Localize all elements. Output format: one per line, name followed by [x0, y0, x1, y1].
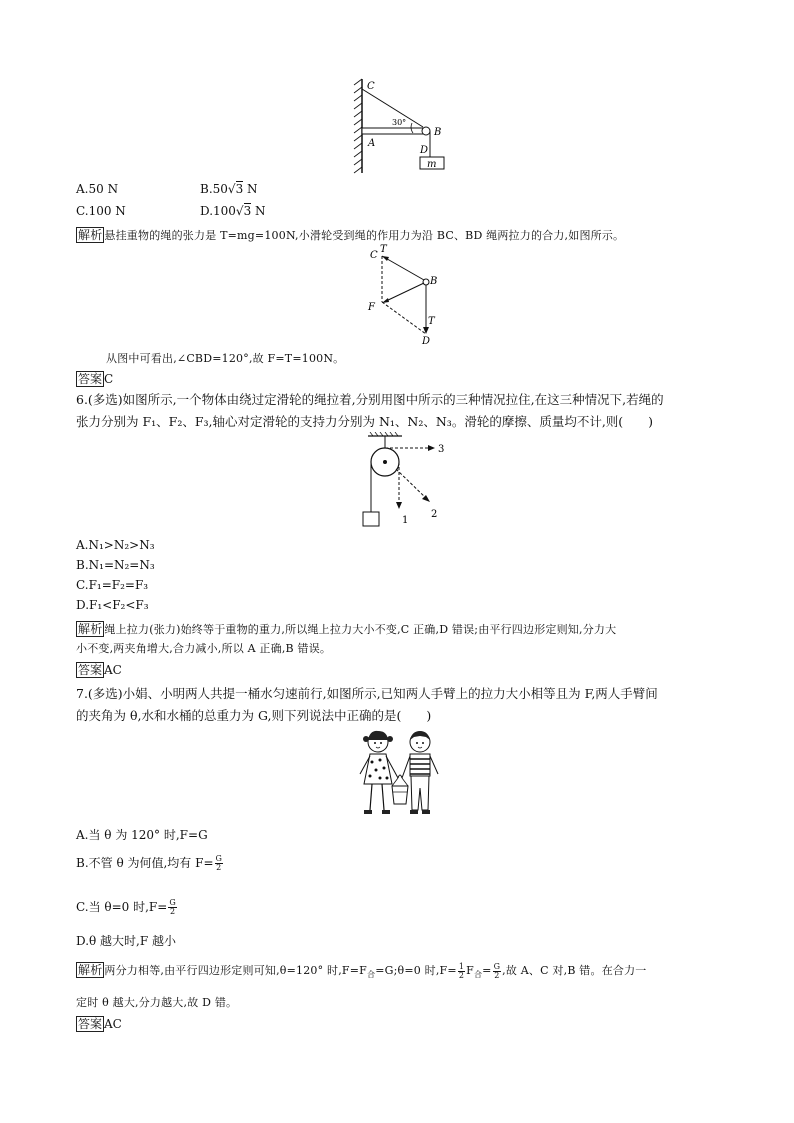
q7-answer-value: AC — [104, 1017, 122, 1031]
q6-option-c: C.F₁=F₂=F₃ — [76, 578, 149, 592]
frac-numerator: 1 — [458, 961, 465, 971]
q6-answer — [76, 661, 122, 678]
frac-numerator: G — [215, 854, 222, 863]
q6-analysis-line2: 小不变,两夹角增大,合力减小,所以 A 正确,B 错误。 — [76, 642, 332, 655]
q7-analysis — [76, 961, 647, 980]
q7-option-b-text: B.不管 θ 为何值,均有 F= — [76, 856, 214, 870]
frac-numerator: G — [169, 898, 176, 907]
q6-line1: 6.(多选)如图所示,一个物体由绕过定滑轮的绳拉着,分别用图中所示的三种情况拉住,在这三种情况下,若绳的 — [76, 392, 664, 407]
q7-option-d: D.θ 越大时,F 越小 — [76, 934, 177, 948]
q5-option-b-unit: N — [247, 182, 258, 196]
figure-children-carrying-bucket — [350, 728, 450, 820]
q6-option-b: B.N₁=N₂=N₃ — [76, 558, 155, 572]
frac-denominator: 2 — [458, 970, 465, 980]
q6-analysis-line1: 绳上拉力(张力)始终等于重物的重力,所以绳上拉力大小不变,C 正确,D 错误;由平行四边形定则知,分力大 — [104, 623, 617, 636]
q7-analysis-p5: ,故 A、C 对,B 错。在合力一 — [502, 964, 647, 977]
frac-denominator: 2 — [494, 970, 500, 980]
sqrt-sign: √ — [235, 204, 244, 218]
fig2-label-b: B — [430, 276, 438, 287]
fraction-g-over-2 — [493, 963, 502, 980]
fig3-label-2: 2 — [431, 509, 438, 520]
q7-analysis-p2: =G;θ=0 时,F= — [375, 964, 457, 977]
subscript-he: 合 — [367, 970, 376, 980]
q5-analysis-text: 悬挂重物的绳的张力是 T=mg=100N,小滑轮受到绳的作用力为沿 BC、BD 绳两拉力的合力,如图所示。 — [104, 229, 625, 242]
q5-option-b-rad: 3 — [235, 182, 244, 196]
fraction-g-over-2 — [168, 899, 176, 916]
q7-line2: 的夹角为 θ,水和水桶的总重力为 G,则下列说法中正确的是( ) — [76, 708, 432, 723]
fig3-label-3: 3 — [438, 444, 445, 455]
fraction-g-over-2 — [215, 855, 223, 872]
q6-line2: 张力分别为 F₁、F₂、F₃,轴心对定滑轮的支持力分别为 N₁、N₂、N₃。滑轮的摩擦、质量均不计,则( ) — [76, 414, 654, 429]
q5-analysis-conclusion: 从图中可看出,∠CBD=120°,故 F=T=100N。 — [106, 352, 345, 365]
fig1-angle: 30° — [392, 118, 407, 127]
fig1-label-m: m — [427, 159, 437, 170]
q7-option-a: A.当 θ 为 120° 时,F=G — [76, 828, 208, 842]
answer-tag: 答案 — [78, 663, 103, 677]
q7-option-c-text: C.当 θ=0 时,F= — [76, 900, 168, 914]
frac-denominator: 2 — [169, 907, 176, 916]
fig1-label-c: C — [367, 81, 375, 92]
q5-option-b-pre: B.50 — [200, 182, 228, 196]
q6-option-d: D.F₁<F₂<F₃ — [76, 598, 149, 612]
analysis-tag: 解析 — [78, 963, 103, 977]
q6-answer-value: AC — [104, 663, 122, 677]
fig3-label-1: 1 — [402, 515, 409, 526]
figure-wall-pulley — [340, 75, 470, 175]
frac-denominator: 2 — [216, 863, 222, 872]
fig1-label-b: B — [434, 127, 442, 138]
q7-analysis-p4: = — [482, 964, 492, 977]
q7-option-c — [76, 898, 178, 916]
frac-numerator: G — [493, 961, 501, 971]
fig2-label-t-top: T — [380, 244, 387, 255]
q7-line1: 7.(多选)小娟、小明两人共提一桶水匀速前行,如图所示,已知两人手臂上的拉力大小相等且为 F,两人手臂间 — [76, 686, 658, 701]
fig2-label-d: D — [422, 336, 431, 346]
fig2-label-f: F — [368, 302, 375, 313]
fig1-label-a: A — [368, 138, 376, 149]
q5-option-d — [200, 204, 266, 218]
q5-option-d-rad: 3 — [243, 204, 252, 218]
q6-analysis — [76, 620, 616, 637]
fig1-label-d: D — [420, 145, 429, 156]
q5-option-d-pre: D.100 — [200, 204, 236, 218]
answer-tag: 答案 — [78, 1017, 103, 1031]
q5-option-a: A.50 N — [76, 182, 119, 196]
q5-option-d-unit: N — [255, 204, 266, 218]
figure-pulley-three-directions — [356, 432, 452, 532]
q7-answer — [76, 1015, 122, 1032]
q7-analysis-line2: 定时 θ 越大,分力越大,故 D 错。 — [76, 996, 238, 1009]
q5-option-c: C.100 N — [76, 204, 126, 218]
analysis-tag: 解析 — [78, 622, 103, 636]
answer-tag: 答案 — [78, 372, 103, 386]
fraction-one-half — [458, 963, 465, 980]
q5-analysis — [76, 226, 624, 243]
q7-analysis-p3: F — [466, 964, 474, 977]
q5-answer — [76, 370, 113, 387]
analysis-tag: 解析 — [78, 228, 103, 242]
subscript-he: 合 — [473, 970, 483, 980]
q7-analysis-p1: 两分力相等,由平行四边形定则可知,θ=120° 时,F=F — [104, 964, 368, 977]
fig2-label-c: C — [370, 250, 378, 261]
q5-option-b — [200, 182, 258, 196]
figure-force-diagram — [360, 244, 450, 346]
q5-answer-value: C — [104, 372, 114, 386]
sqrt-sign: √ — [227, 182, 236, 196]
q6-option-a: A.N₁>N₂>N₃ — [76, 538, 155, 552]
q7-option-b — [76, 854, 224, 872]
fig2-label-t-bottom: T — [428, 316, 435, 327]
